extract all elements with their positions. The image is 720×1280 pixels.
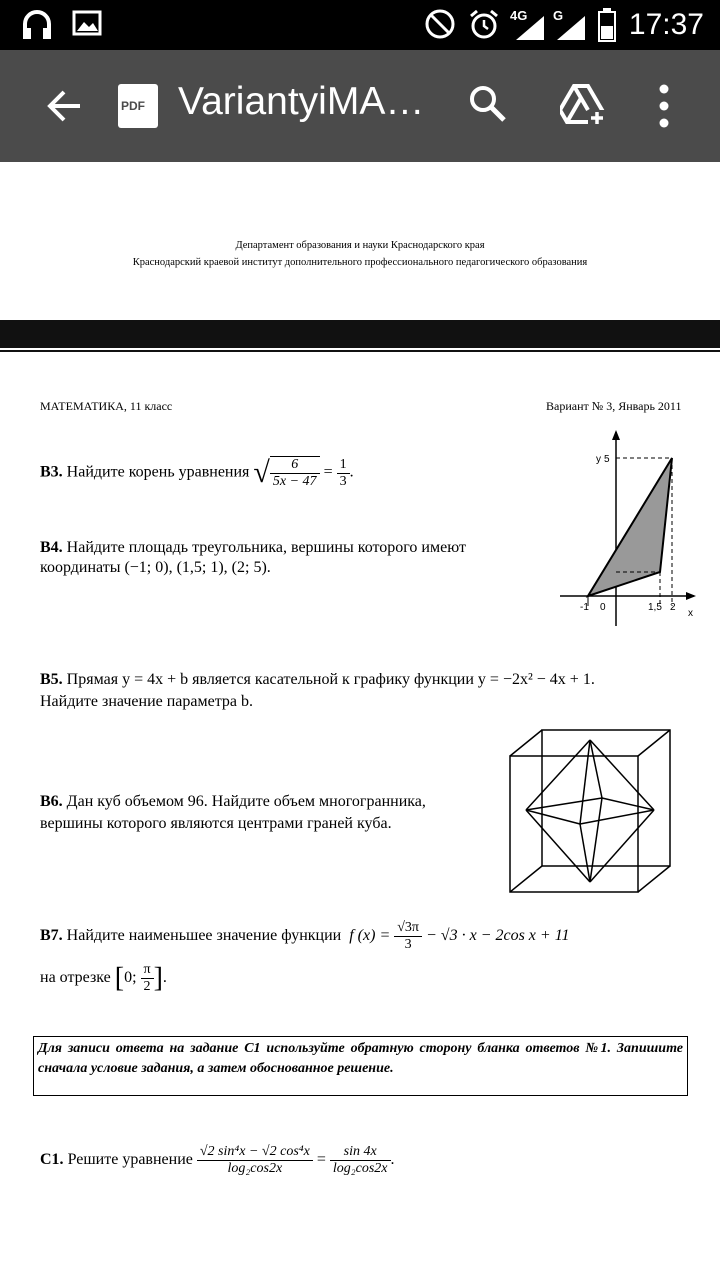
- task-b5-text1: Прямая y = 4x + b является касательной к графику функции y = −2x² − 4x + 1.: [66, 671, 595, 688]
- do-not-disturb-icon: [424, 8, 456, 40]
- b7-fraction: [394, 920, 422, 953]
- variant-label: Вариант № 3, Январь 2011: [546, 399, 682, 413]
- back-arrow-icon[interactable]: [44, 86, 84, 126]
- b7-interval-left: 0;: [124, 969, 137, 987]
- search-icon[interactable]: [468, 84, 508, 124]
- b3-rhs-num: 1: [337, 457, 350, 474]
- bracket-right: ]: [153, 962, 163, 994]
- network-type-label: 4G: [510, 8, 528, 23]
- clock: 17:37: [628, 8, 704, 41]
- task-b4-label: B4.: [40, 539, 63, 556]
- c1-fraction-right: [330, 1144, 391, 1177]
- header-band-line: [0, 350, 720, 352]
- radical-sign: √: [253, 456, 270, 489]
- more-options-icon[interactable]: [656, 84, 672, 128]
- b3-fraction: [270, 456, 320, 490]
- y-axis-arrow: [612, 430, 620, 440]
- task-b5: [40, 670, 595, 690]
- signal-icon-2: [555, 14, 589, 42]
- c1-num-right: sin 4x: [330, 1144, 391, 1161]
- battery-icon: [598, 8, 616, 42]
- task-b3: B3. Найдите корень уравнения √ $\frac{6}{5x - 47}$ = $\frac{1}{3}$ .: [40, 456, 354, 489]
- task-b7-line2: на отрезке [0; $\frac{\pi}{2}$ ].: [40, 962, 167, 994]
- task-b6-text1: Дан куб объемом 96. Найдите объем многогранника,: [66, 793, 426, 810]
- pdf-file-icon: [118, 84, 158, 128]
- pdf-page: [0, 162, 720, 1280]
- b7-rest: − √3 · x − 2cos x + 11: [426, 927, 570, 945]
- b7-num: √3π: [394, 920, 422, 937]
- y-axis-label: y: [596, 454, 601, 465]
- task-b7-label: B7.: [40, 927, 63, 945]
- b3-rhs: [337, 457, 350, 490]
- signal-icon: [514, 14, 548, 42]
- x-axis-label: x: [688, 608, 693, 619]
- task-b3-label: B3.: [40, 463, 63, 481]
- task-b4-text1: Найдите площадь треугольника, вершины которого имеют: [66, 539, 466, 556]
- task-b6: [40, 792, 426, 812]
- b7-interval-num: π: [141, 962, 154, 979]
- app-toolbar: [0, 50, 720, 162]
- y-tick-5: 5: [604, 454, 610, 465]
- image-icon: [72, 8, 102, 38]
- task-b7: [40, 920, 570, 953]
- pdf-badge: PDF: [121, 99, 145, 113]
- b7-interval-frac: [141, 962, 154, 995]
- task-b6-line2: вершины которого являются центрами граней куба.: [40, 815, 392, 832]
- task-c1: C1. Решите уравнение $\frac{\text{√2 sin⁴x − √2 cos⁴x}}{\text{log₂cos2x}}$ = $\frac{\sin 4x}{\text{log₂cos2x}}$ .: [40, 1144, 395, 1176]
- x-axis-arrow: [686, 592, 696, 600]
- header-band: [0, 320, 720, 348]
- task-b4-line2: координаты (−1; 0), (1,5; 1), (2; 5).: [40, 559, 271, 576]
- task-b3-text: Найдите корень уравнения: [66, 463, 250, 481]
- task-b5-label: B5.: [40, 671, 63, 688]
- x-tick-minus1: -1: [580, 602, 589, 613]
- task-b4: [40, 538, 520, 558]
- x-tick-2: 2: [670, 602, 676, 613]
- headphones-icon: [20, 8, 54, 42]
- x-tick-0: 0: [600, 602, 606, 613]
- b3-rhs-den: 3: [339, 473, 347, 489]
- subject-label: МАТЕМАТИКА, 11 класс: [40, 399, 173, 413]
- add-to-drive-icon[interactable]: [560, 84, 606, 126]
- task-c1-label: C1.: [40, 1151, 64, 1169]
- status-bar: [0, 0, 720, 50]
- cube-octahedron-figure: [506, 726, 676, 896]
- b3-frac-den: 5x − 47: [272, 474, 317, 489]
- triangle: [588, 458, 672, 596]
- triangle-graph: [560, 426, 700, 626]
- b7-den: 3: [404, 937, 412, 952]
- task-b7-text1: Найдите наименьшее значение функции: [66, 927, 342, 945]
- alarm-icon: [468, 8, 500, 40]
- c1-fraction-left: [197, 1144, 313, 1177]
- task-c1-text: Решите уравнение: [67, 1151, 193, 1169]
- c1-den-right: log₂cos2x: [332, 1161, 388, 1176]
- answer-instructions-box: Для записи ответа на задание С1 используйте обратную сторону бланка ответов №1. Запишите сначала условие задания, а затем обоснованное решение.: [33, 1036, 688, 1096]
- task-b6-label: B6.: [40, 793, 63, 810]
- header-line-1: Департамент образования и науки Краснодарского края: [235, 240, 485, 251]
- network-type-label-2: G: [553, 8, 564, 23]
- b7-interval-den: 2: [143, 979, 151, 994]
- c1-num-left: √2 sin⁴x − √2 cos⁴x: [197, 1144, 313, 1161]
- header-line-2: Краснодарский краевой институт дополнительного профессионального педагогического образования: [132, 257, 588, 268]
- c1-den-left: log₂cos2x: [227, 1161, 283, 1176]
- document-title: VariantyiMA…: [178, 80, 425, 123]
- task-b5-line2: Найдите значение параметра b.: [40, 693, 254, 710]
- task-b7-text2: на отрезке: [40, 969, 111, 987]
- b3-frac-num: 6: [270, 457, 320, 474]
- x-tick-1-5: 1,5: [648, 602, 662, 613]
- bracket-left: [: [114, 962, 125, 994]
- b7-function: f (x) =: [349, 927, 391, 945]
